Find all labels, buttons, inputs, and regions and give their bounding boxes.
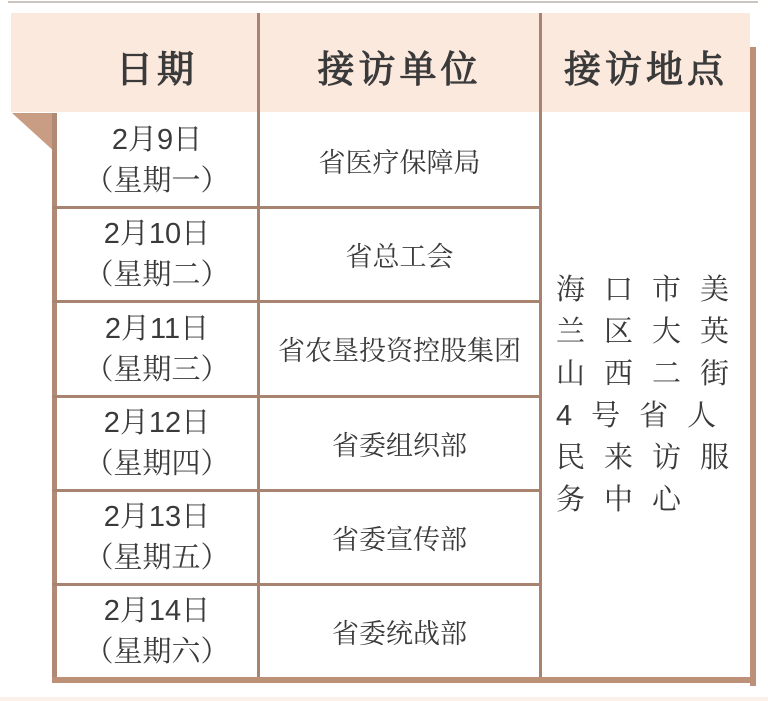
- date-text: 2月12日: [103, 407, 211, 439]
- bottom-edge-strip: [0, 697, 768, 701]
- unit-cell: 省委统战部: [332, 618, 467, 649]
- weekday-text: （星期六）: [84, 636, 230, 668]
- date-text: 2月14日: [103, 595, 211, 627]
- date-text: 2月11日: [104, 312, 210, 345]
- table-border-right: [750, 47, 756, 686]
- top-hairline: [8, 1, 758, 3]
- unit-cell: 省委组织部: [332, 430, 467, 461]
- weekday-text: （星期五）: [84, 542, 230, 574]
- date-cell: [57, 489, 257, 583]
- date-cell: [57, 112, 257, 206]
- unit-cell: 省委宣传部: [332, 524, 467, 555]
- header-col-location: 接访地点: [564, 48, 728, 90]
- date-cell: [57, 583, 257, 677]
- weekday-text: （星期二）: [84, 259, 230, 291]
- unit-cell: 省医疗保障局: [318, 147, 481, 178]
- date-cell: [57, 395, 257, 489]
- date-cell: [57, 300, 257, 395]
- date-text: 2月9日: [111, 124, 203, 156]
- table-border-bottom: [52, 677, 756, 683]
- unit-cell: 省总工会: [345, 241, 454, 272]
- unit-cell: 省农垦投资控股集团: [278, 336, 521, 366]
- weekday-text: （星期三）: [84, 353, 230, 386]
- header-col-date: 日期: [116, 48, 198, 90]
- weekday-text: （星期一）: [84, 165, 230, 197]
- date-text: 2月10日: [103, 218, 211, 250]
- corner-fold-triangle: [12, 113, 57, 154]
- date-text: 2月13日: [103, 501, 211, 533]
- header-col-unit: 接访单位: [317, 48, 482, 90]
- location-text: 海口市美兰区大英山西二街4号省人民来访服务中心: [556, 273, 749, 516]
- location-cell: [542, 112, 750, 677]
- date-cell: [57, 206, 257, 300]
- weekday-text: （星期四）: [84, 448, 230, 480]
